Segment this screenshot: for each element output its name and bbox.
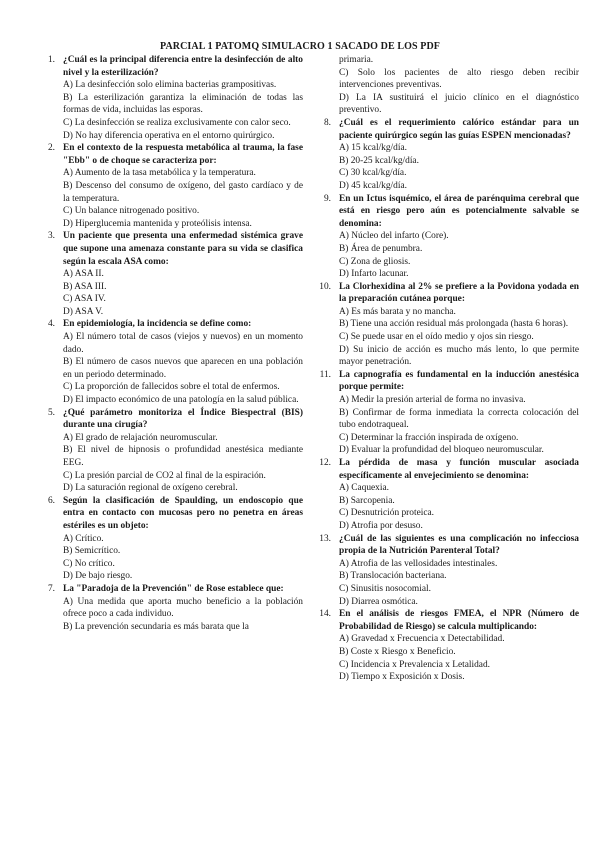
questions-block (319, 117, 579, 684)
answer-option: A) La desinfección solo elimina bacterias grampositivas. (63, 80, 277, 91)
question-body (339, 608, 579, 684)
answer-option: C) ASA IV. (63, 294, 106, 305)
answer-option: B) La prevención secundaria es más barata que la (63, 621, 249, 632)
question-body (63, 142, 303, 230)
answer-option: B) Sarcopenia. (339, 495, 395, 506)
question-stem: En epidemiología, la incidencia se define como: (63, 319, 252, 330)
right-column (319, 54, 579, 684)
answer-option: C) Zona de gliosis. (339, 256, 411, 267)
answer-option: A) 15 kcal/kg/día. (339, 143, 407, 154)
answer-option: D) Evaluar la profundidad del bloqueo neuromuscular. (339, 445, 544, 456)
answer-option: A) Una medida que aporta mucho beneficio a la población ofrece poco a cada individuo. (63, 596, 303, 620)
question-stem: La capnografía es fundamental en la inducción anestésica porque permite: (339, 369, 579, 393)
answer-option: C) Determinar la fracción inspirada de oxígeno. (339, 432, 519, 443)
question-number-label: 10. (319, 281, 331, 292)
answer-option: D) Diarrea osmótica. (339, 596, 418, 607)
left-column (47, 54, 303, 633)
question-body (339, 369, 579, 457)
question-number-label: 7. (47, 583, 55, 594)
answer-option: A) Gravedad x Frecuencia x Detectabilidad. (339, 634, 505, 645)
answer-option: D) Tiempo x Exposición x Dosis. (339, 672, 465, 683)
question-body (339, 193, 579, 281)
answer-option: A) Aumento de la tasa metabólica y la temperatura. (63, 168, 256, 179)
answer-option: B) El nivel de hipnosis o profundidad anestésica mediante EEG. (63, 445, 303, 468)
question-item (323, 117, 579, 193)
question-stem: ¿Cuál es el requerimiento calórico estándar para un paciente quirúrgico según las guías ESPEN mencionadas? (339, 117, 579, 141)
question-body (63, 54, 303, 142)
answer-option: D) Atrofia por desuso. (339, 520, 423, 531)
answer-option: B) Coste x Riesgo x Beneficio. (339, 646, 456, 657)
question-body (63, 318, 303, 406)
answer-option: B) Semicrítico. (63, 546, 121, 557)
question-body (63, 495, 303, 583)
question-stem: La Clorhexidina al 2% se prefiere a la Povidona yodada en la preparación cutánea porque: (339, 281, 579, 305)
question-item (47, 407, 303, 495)
question-body (339, 117, 579, 193)
question-number-label: 14. (319, 609, 331, 620)
question-stem: En el contexto de la respuesta metabólica al trauma, la fase "Ebb" o de choque se caracteriza por: (63, 143, 303, 166)
question-item (319, 369, 579, 457)
answer-option: C) Se puede usar en el oído medio y ojos sin riesgo. (339, 332, 534, 343)
question-item (319, 608, 579, 684)
question-item (323, 193, 579, 281)
answer-option: B) La esterilización garantiza la eliminación de todas las formas de vida, incluidas las esporas. (63, 92, 303, 116)
question-stem: ¿Qué parámetro monitoriza el Índice Biespectral (BIS) durante una cirugía? (63, 407, 303, 431)
question-item (319, 457, 579, 533)
question-item (47, 318, 303, 406)
answer-option: A) Núcleo del infarto (Core). (339, 231, 449, 242)
question-item (319, 533, 579, 609)
answer-option: D) El impacto económico de una patología en la salud pública. (63, 395, 299, 406)
answer-option: D) Infarto lacunar. (339, 269, 409, 280)
answer-option: B) Tiene una acción residual más prolongada (hasta 6 horas). (339, 319, 569, 330)
question-item (47, 583, 303, 633)
answer-option: C) La desinfección se realiza exclusivamente con calor seco. (63, 117, 291, 128)
question-number-label: 9. (323, 193, 331, 204)
question-body (339, 533, 579, 609)
question-item (47, 230, 303, 318)
question-stem: La "Paradoja de la Prevención" de Rose establece que: (63, 583, 284, 594)
continued-option: primaria. (339, 55, 374, 65)
question-stem: Según la clasificación de Spaulding, un endoscopio que entra en contacto con mucosas pero no penetra en áreas estériles es un objeto: (63, 495, 303, 531)
answer-option: C) 30 kcal/kg/día. (339, 168, 407, 179)
question-stem: ¿Cuál es la principal diferencia entre la desinfección de alto nivel y la esterilización? (63, 55, 303, 78)
answer-option: B) 20-25 kcal/kg/día. (339, 155, 419, 166)
answer-option: D) La saturación regional de oxígeno cerebral. (63, 483, 238, 494)
page-title: PARCIAL 1 PATOMQ SIMULACRO 1 SACADO DE LOS PDF (160, 41, 440, 52)
continued-option: C) Solo los pacientes de alto riesgo deben recibir intervenciones preventivas. (339, 67, 579, 91)
question-number-label: 4. (47, 319, 55, 330)
question-stem: La pérdida de masa y función muscular asociada específicamente al envejecimiento se denomina: (339, 458, 579, 481)
question-body (63, 407, 303, 495)
answer-option: B) Descenso del consumo de oxígeno, del gasto cardíaco y de la temperatura. (63, 180, 303, 204)
answer-option: B) Translocación bacteriana. (339, 571, 447, 582)
answer-option: C) No crítico. (63, 558, 115, 569)
question-item (47, 54, 303, 142)
answer-option: A) Crítico. (63, 533, 104, 544)
question-number-label: 12. (319, 458, 331, 468)
question-body (339, 457, 579, 533)
answer-option: C) La proporción de fallecidos sobre el total de enfermos. (63, 382, 280, 393)
answer-option: B) Confirmar de forma inmediata la correcta colocación del tubo endotraqueal. (339, 407, 579, 431)
question-stem: Un paciente que presenta una enfermedad sistémica grave que supone una amenaza constante para su vida se clasifica según la escala ASA como: (63, 231, 303, 267)
question-number-label: 8. (323, 117, 331, 128)
question-stem: ¿Cuál de las siguientes es una complicación no infecciosa propia de la Nutrición Parenteral Total? (339, 533, 579, 557)
answer-option: D) De bajo riesgo. (63, 571, 133, 582)
answer-option: A) El grado de relajación neuromuscular. (63, 432, 218, 443)
answer-option: A) Atrofia de las vellosidades intestinales. (339, 558, 498, 569)
question-number-label: 5. (47, 407, 55, 418)
answer-option: D) No hay diferencia operativa en el entorno quirúrgico. (63, 130, 275, 141)
continuation-block (339, 54, 579, 117)
question-body (63, 230, 303, 318)
question-number-label: 3. (47, 231, 55, 242)
question-item (319, 281, 579, 369)
answer-option: C) Desnutrición proteica. (339, 508, 435, 519)
answer-option: A) Caquexia. (339, 483, 389, 494)
continued-option: D) La IA sustituirá el juicio clínico en el diagnóstico preventivo. (339, 92, 579, 116)
question-number-label: 11. (319, 369, 331, 380)
question-body (63, 583, 303, 633)
question-number-label: 1. (47, 55, 55, 65)
answer-option: B) Área de penumbra. (339, 243, 423, 254)
answer-option: A) Es más barata y no mancha. (339, 306, 456, 317)
question-body (339, 281, 579, 369)
answer-option: A) Medir la presión arterial de forma no invasiva. (339, 395, 526, 406)
answer-option: D) ASA V. (63, 306, 104, 317)
answer-option: B) ASA III. (63, 281, 107, 292)
answer-option: A) ASA II. (63, 269, 104, 280)
answer-option: C) Un balance nitrogenado positivo. (63, 206, 200, 217)
answer-option: A) El número total de casos (viejos y nuevos) en un momento dado. (63, 332, 303, 355)
answer-option: D) 45 kcal/kg/día. (339, 180, 407, 191)
question-number-label: 2. (47, 143, 55, 154)
answer-option: B) El número de casos nuevos que aparecen en una población en un periodo determinado. (63, 357, 303, 380)
answer-option: C) Sinusitis nosocomial. (339, 583, 431, 594)
answer-option: C) Incidencia x Prevalencia x Letalidad. (339, 659, 490, 670)
question-number-label: 6. (47, 495, 55, 506)
question-stem: En el análisis de riesgos FMEA, el NPR (Número de Probabilidad de Riesgo) se calcula multiplicando: (339, 609, 579, 632)
question-item (47, 495, 303, 583)
answer-option: D) Hiperglucemia mantenida y proteólisis intensa. (63, 218, 252, 229)
answer-option: D) Su inicio de acción es mucho más lento, lo que permite mayor penetración. (339, 344, 579, 368)
question-number-label: 13. (319, 533, 331, 544)
question-item (47, 142, 303, 230)
question-stem: En un Ictus isquémico, el área de parénquima cerebral que está en riesgo pero aún es potencialmente salvable se denomina: (339, 193, 579, 229)
answer-option: C) La presión parcial de CO2 al final de la espiración. (63, 470, 266, 481)
